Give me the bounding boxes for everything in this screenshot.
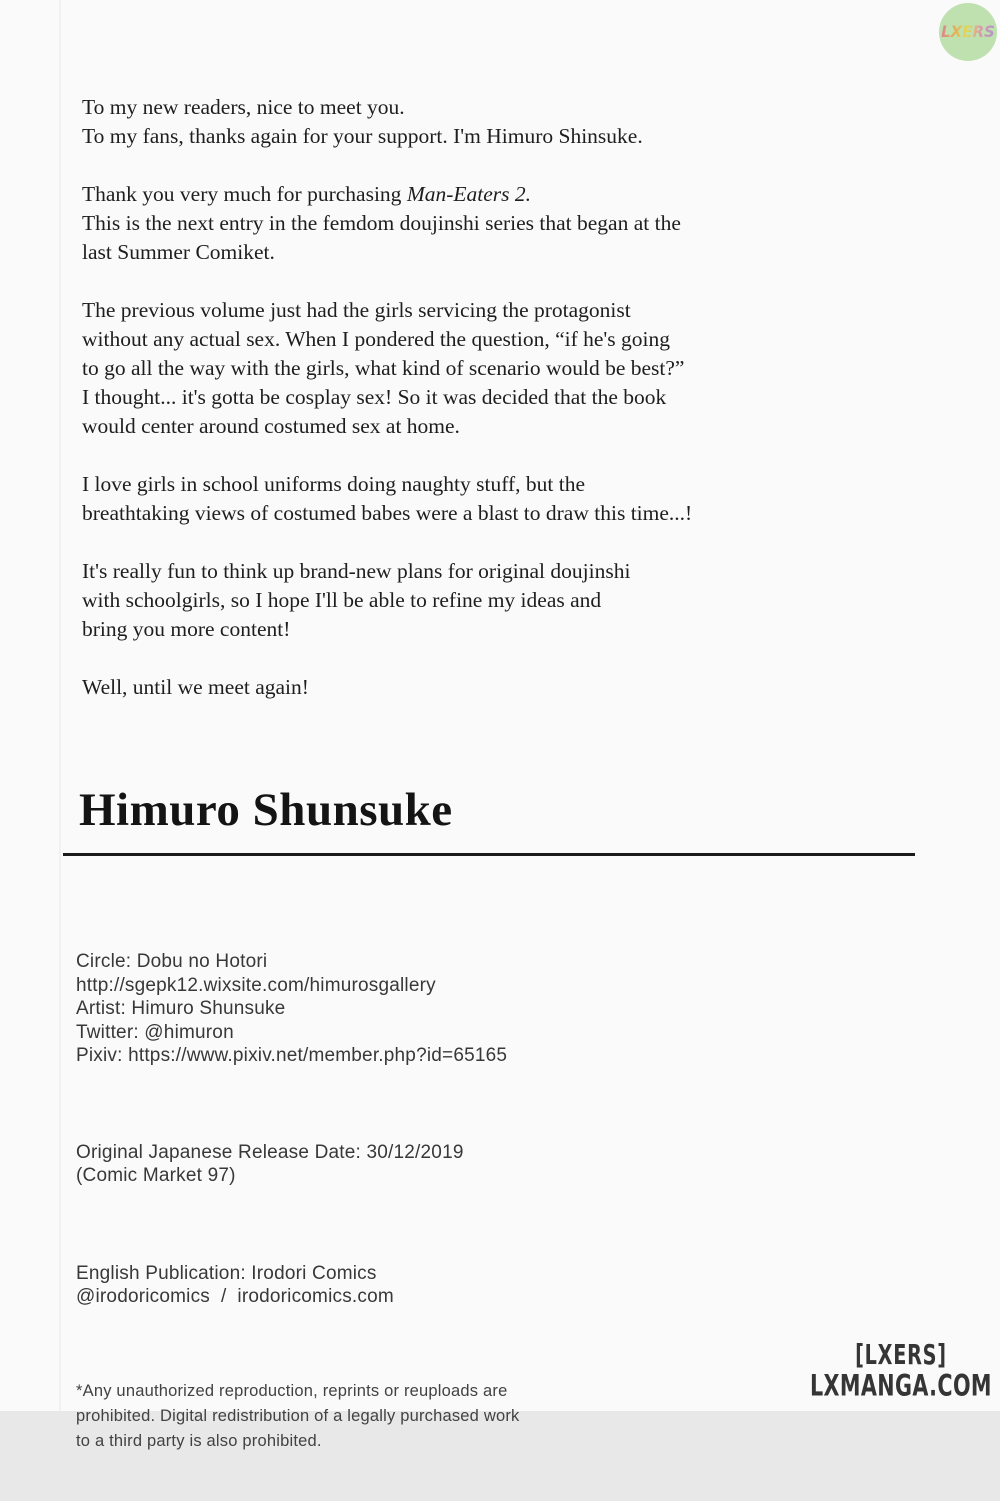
copyright-disclaimer: *Any unauthorized reproduction, reprints or reuploads are prohibited. Digital redistribution of a legally purchased work to a third party is also prohibited. xyxy=(76,1381,520,1450)
watermark-group-name: [LXERS] xyxy=(855,1339,947,1372)
lxers-logo-text: LXERS xyxy=(941,22,995,42)
afterword-paragraph: Well, until we meet again! xyxy=(82,675,309,699)
watermark-site-name: LXMANGA.COM xyxy=(810,1368,992,1403)
afterword-paragraph: I love girls in school uniforms doing naughty stuff, but the breathtaking views of costumed babes were a blast to draw this time...! xyxy=(82,472,693,525)
lxers-logo-badge xyxy=(939,3,997,61)
afterword-paragraph: The previous volume just had the girls servicing the protagonist without any actual sex. When I pondered the question, “if he's going to go all the way with the girls, what kind of scenario would be best?” I thought... it's gotta be cosplay sex! So it was decided that the book would center around costumed sex at home. xyxy=(82,298,685,438)
afterword-paragraph: Thank you very much for purchasing Man-Eaters 2. This is the next entry in the femdom doujinshi series that began at the last Summer Comiket. xyxy=(82,182,681,264)
lxmanga-watermark xyxy=(810,1341,992,1402)
circle-artist-info: Circle: Dobu no Hotori http://sgepk12.wixsite.com/himurosgallery Artist: Himuro Shunsuke Twitter: @himuron Pixiv: https://www.pixiv.net/member.php?id=65165 xyxy=(76,951,508,1066)
afterword-paragraph: It's really fun to think up brand-new plans for original doujinshi with schoolgirls, so I hope I'll be able to refine my ideas and bring you more content! xyxy=(82,559,631,641)
english-publication-info: English Publication: Irodori Comics @irodoricomics / irodoricomics.com xyxy=(76,1262,394,1307)
credits-block xyxy=(76,903,756,1501)
afterword-body-text xyxy=(82,93,802,731)
release-date-info: Original Japanese Release Date: 30/12/2019 (Comic Market 97) xyxy=(76,1141,464,1186)
afterword-paragraph: To my new readers, nice to meet you. To my fans, thanks again for your support. I'm Himuro Shinsuke. xyxy=(82,95,643,148)
divider-line xyxy=(63,853,915,856)
author-signature: Himuro Shunsuke xyxy=(79,784,453,836)
scan-artifact-line xyxy=(59,0,61,1411)
